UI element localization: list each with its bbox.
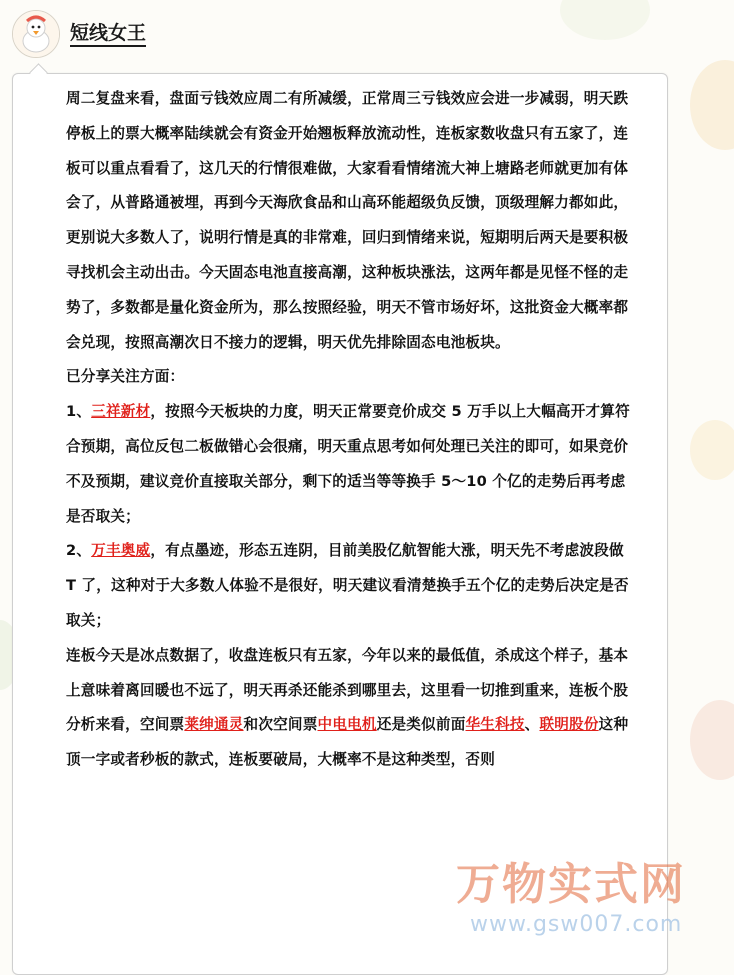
background-decoration	[690, 420, 734, 480]
author-name[interactable]: 短线女王	[70, 22, 146, 47]
list-item-number: 2、	[66, 542, 92, 560]
goose-avatar-icon	[13, 11, 59, 57]
background-decoration	[690, 700, 734, 780]
post-header	[12, 8, 146, 60]
paragraph-text: 、	[524, 716, 540, 734]
stock-link-sanxiang[interactable]: 三祥新材	[91, 403, 151, 421]
background-decoration	[690, 60, 734, 150]
list-item-text: ，按照今天板块的力度，明天正常要竞价成交 5 万手以上大幅高开才算符合预期，高位反包二板做错心会很痛，明天重点思考如何处理已关注的即可，如果竞价不及预期，建议竞价直接取关部分，剩下的适当等等换手 5～10 个亿的走势后再考虑是否取关；	[66, 403, 630, 525]
stock-link-huasheng[interactable]: 华生科技	[465, 716, 525, 734]
watermark-url: www.gsw007.com	[470, 912, 683, 937]
list-item-2	[66, 534, 631, 638]
post-content	[66, 82, 631, 778]
paragraph-shared-focus: 已分享关注方面：	[66, 368, 185, 386]
background-decoration	[560, 0, 650, 40]
paragraph-text: 还是类似前面	[376, 716, 466, 734]
paragraph-text: 和次空间票	[243, 716, 318, 734]
stock-link-lianming[interactable]: 联明股份	[539, 716, 599, 734]
watermark-logo: 万物实式网	[456, 859, 686, 910]
paragraph-text: 连板今天是冰点数据了，收盘连板只有五家，今年以来的最低值，杀成这个样子，基本上意味着离回暖也不远了，明天再杀还能杀到哪里去，这里看一切推到重来，连板个股分析来看，空间票	[66, 646, 629, 734]
stock-link-zhongdian[interactable]: 中电电机	[317, 716, 377, 734]
stock-link-laishen[interactable]: 莱绅通灵	[184, 716, 244, 734]
list-item-text: ，有点墨迹，形态五连阴，目前美股亿航智能大涨，明天先不考虑波段做 T 了，这种对于大多数人体验不是很好，明天建议看清楚换手五个亿的走势后决定是否取关；	[66, 542, 629, 629]
avatar[interactable]	[12, 10, 60, 58]
paragraph-text: 这种顶一字或者秒板的款式，连板要破局，大概率不是这种类型，否则	[66, 716, 629, 769]
paragraph-market-review: 周二复盘来看，盘面亏钱效应周二有所减缓，正常周三亏钱效应会进一步减弱，明天跌停板上的票大概率陆续就会有资金开始翘板释放流动性，连板家数收盘只有五家了，连板可以重点看看了，这几天的行情很难做，大家看看情绪流大神上塘路老师就更加有体会了，从普路通被埋，再到今天海欣食品和山高环能超级负反馈，顶级理解力都如此，更别说大多数人了，说明行情是真的非常难，回归到情绪来说，短期明后两天是要积极寻找机会主动出击。今天固态电池直接高潮，这种板块涨法，这两年都是见怪不怪的走势了，多数都是量化资金所为，那么按照经验，明天不管市场好坏，这批资金大概率都会兑现，按照高潮次日不接力的逻辑，明天优先排除固态电池板块。	[66, 90, 629, 351]
list-item-number: 1、	[66, 403, 92, 421]
list-item-1	[66, 395, 631, 534]
paragraph-limit-up	[66, 639, 631, 778]
stock-link-wanfeng[interactable]: 万丰奥威	[91, 542, 151, 560]
